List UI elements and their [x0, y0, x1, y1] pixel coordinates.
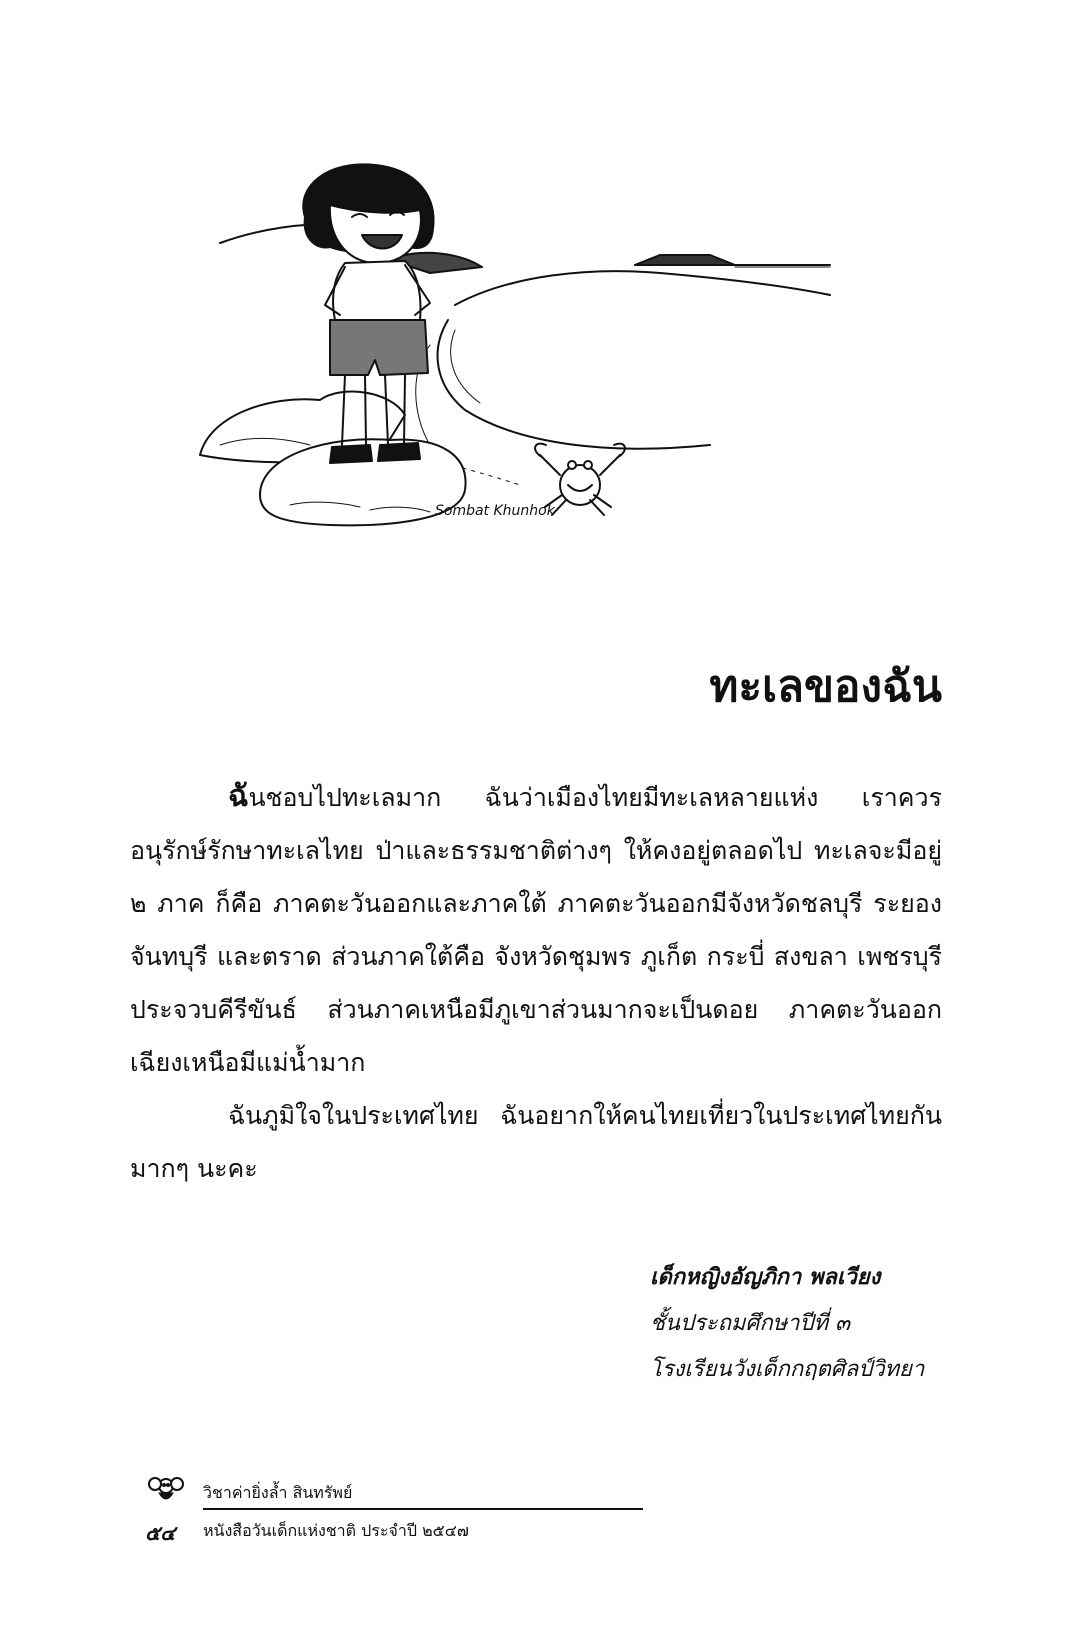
drop-cap: ฉั	[228, 779, 249, 814]
page-title: ทะเลของฉัน	[709, 661, 942, 712]
paragraph-2: ฉันภูมิใจในประเทศไทย ฉันอยากให้คนไทยเที่ยวในประเทศไทยกันมากๆ นะคะ	[130, 1101, 942, 1183]
child-emblem-icon	[145, 1475, 187, 1505]
story-body	[130, 770, 942, 1195]
artist-signature: Sombat Khunhok	[435, 503, 555, 519]
girl-on-rock-by-sea-with-crab-illustration	[190, 155, 840, 565]
footer-series: วิชาค่ายิ่งล้ำ สินทรัพย์	[203, 1483, 353, 1502]
paragraph-1-text: นชอบไปทะเลมาก ฉันว่าเมืองไทยมีทะเลหลายแห่ง เราควรอนุรักษ์รักษาทะเลไทย ป่าและธรรมชาติต่างๆ ให้คงอยู่ตลอดไป ทะเลจะมีอยู่ ๒ ภาค ก็คือ ภาคตะวันออกและภาคใต้ ภาคตะวันออกมีจังหวัดชลบุรี ระยอง จันทบุรี และตราด ส่วนภาคใต้คือ จังหวัดชุมพร ภูเก็ต กระบี่ สงขลา เพชรบุรี ประจวบคีรีขันธ์ ส่วนภาคเหนือมีภูเขาส่วนมากจะเป็นดอย ภาคตะวันออกเฉียงเหนือมีแม่น้ำมาก	[130, 783, 942, 1077]
footer-book-title: หนังสือวันเด็กแห่งชาติ ประจำปี ๒๕๔๗	[203, 1521, 469, 1540]
page-footer	[145, 1475, 545, 1545]
paragraph-1	[130, 770, 942, 1089]
page-number: ๕๔	[145, 1521, 176, 1545]
author-name: เด็กหญิงอัญภิกา พลเวียง	[650, 1265, 881, 1290]
footer-divider	[203, 1508, 643, 1510]
author-signature	[650, 1255, 950, 1393]
author-school: โรงเรียนวังเด็กกฤตศิลป์วิทยา	[650, 1357, 925, 1382]
author-grade: ชั้นประถมศึกษาปีที่ ๓	[650, 1311, 851, 1336]
